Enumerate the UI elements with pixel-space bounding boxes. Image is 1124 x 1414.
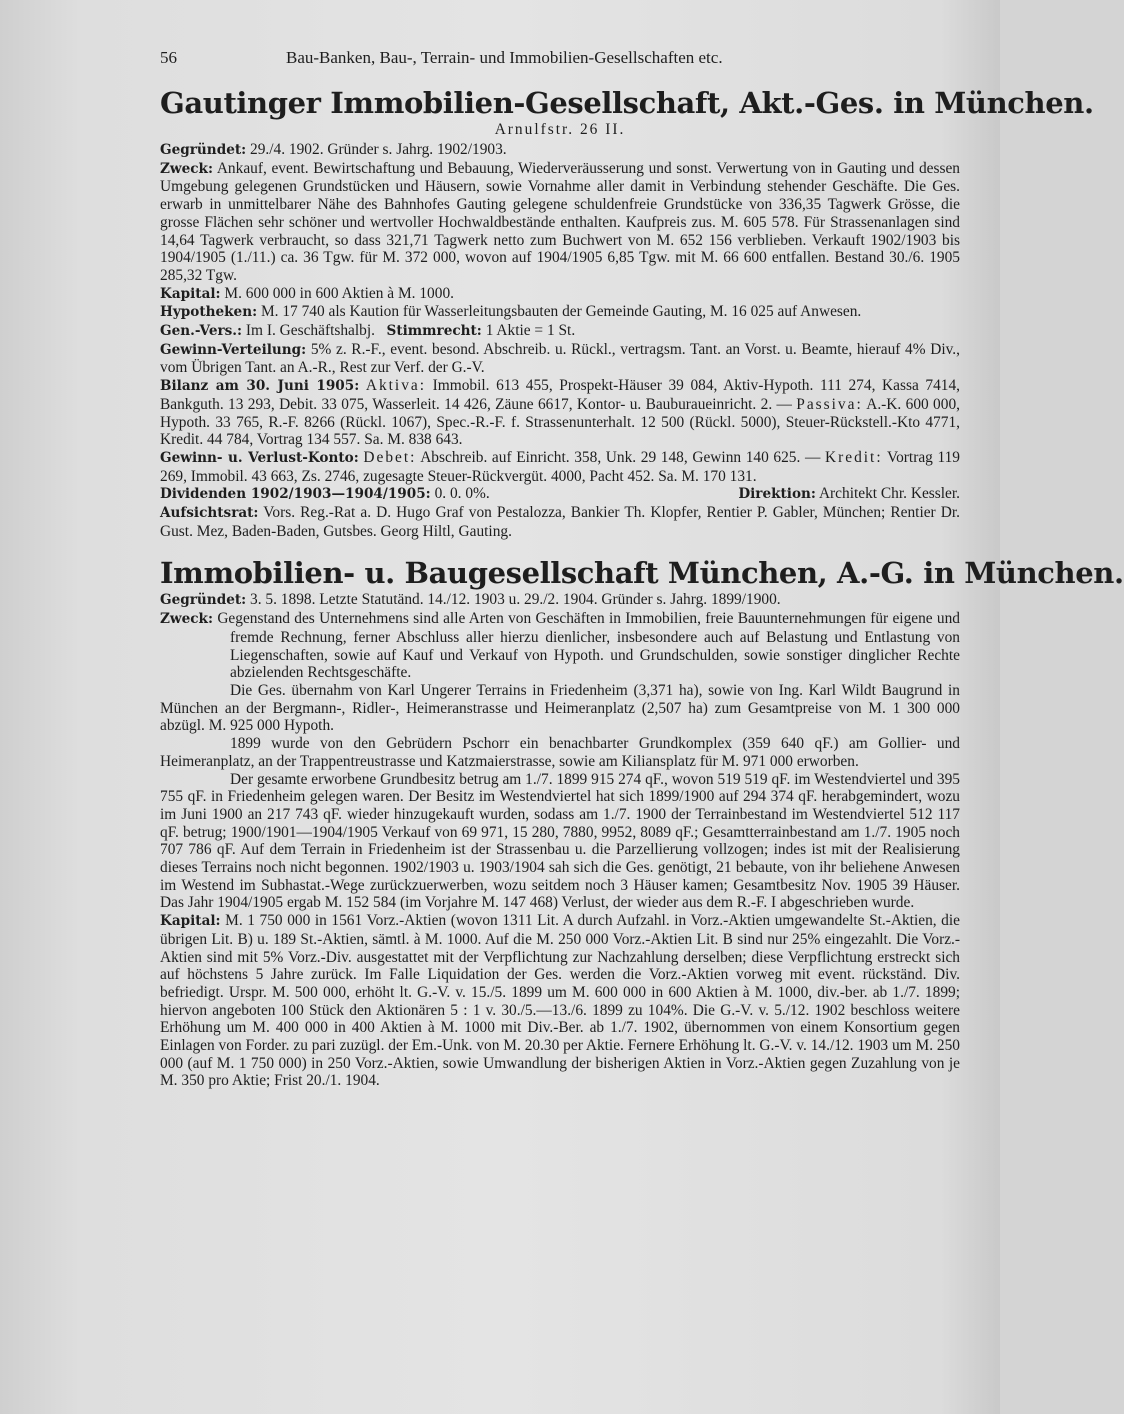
entry2-para3: Der gesamte erworbene Grundbesitz betrug am 1./7. 1899 915 274 qF., wovon 519 519 qF. im Westendviertel und 395 755 qF. in Friedenheim gelegen waren. Der Besitz im Westendviertel hat sich 1899/1900 auf 294 374 qF. herabgemindert, wozu im Juni 1900 an 217 743 qF. wieder hinzugekauft wurden, sodass am 1./7. 1900 der Terrainbestand im Westendviertel 512 117 qF. betrug; 1900/1901—1904/1905 Verkauf von 69 971, 15 280, 7880, 9952, 8089 qF.; Gesamtterrainbestand am 1./7. 1905 noch 707 786 qF. Auf dem Terrain in Friedenheim ist der Strassenbau u. die Parzellierung vollzogen; indes ist mit der Realisierung dieses Terrains noch nicht begonnen. 1902/1903 u. 1903/1904 sah sich die Ges. genötigt, 21 bebaute, von ihr beliehene Anwesen im Westend im Subhastat.-Wege zurückzuerwerben, wozu seitdem noch 3 Häuser kamen; Gesamtbesitz Nov. 1905 39 Häuser. Das Jahr 1904/1905 ergab M. 152 584 (im Vorjahre M. 147 468) Verlust, der wieder aus dem R.-F. I abgeschrieben wurde. [160, 770, 960, 912]
entry1-board [160, 504, 960, 540]
entry1-mortgages-label: Hypotheken: [160, 304, 258, 321]
entry1-profit-label: Gewinn-Verteilung: [160, 341, 307, 358]
entry1-div-dir [160, 485, 960, 504]
entry2-capital [160, 912, 960, 1090]
entry1-purpose [160, 160, 960, 285]
entry1-profit [160, 341, 960, 377]
entry2-title: Immobilien- u. Baugesellschaft München, A.-G. in München. [160, 556, 1124, 591]
entry1-gv-text: Im I. Geschäftshalbj. [245, 322, 375, 340]
entry1-capital-label: Kapital: [160, 285, 221, 302]
entry1-pl [160, 449, 960, 485]
entry1-title: Gautinger Immobilien-Gesellschaft, Akt.-Ges. in München. [160, 86, 1094, 120]
entry1-purpose-text: Ankauf, event. Bewirtschaftung und Bebauung, Wiederveräusserung und sonst. Verwertung von in Gauting und dessen Umgebung gelegenen Grundstücken und Häusern, sowie Vornahme aller damit in Verbindung stehender Geschäfte. Die Ges. erwarb in unmittelbarer Nähe des Bahnhofes Gauting gelegene schuldenfreie Grundstücke von 336,35 Tagwerk Grösse, die grosse Flächen sehr schöner und wertvoller Hochwaldbestände enthalten. Kaufpreis zus. M. 605 578. Für Strassenanlagen sind 14,64 Tagwerk verbraucht, so dass 321,71 Tagwerk netto zum Buchwert von M. 652 156 verblieben. Verkauft 1902/1903 bis 1904/1905 (1./11.) ca. 36 Tgw. für M. 372 000, wovon auf 1904/1905 6,85 Tgw. mit M. 66 600 entfallen. Bestand 30./6. 1905 285,32 Tgw. [160, 159, 960, 284]
entry1-pl-label: Gewinn- u. Verlust-Konto: [160, 449, 359, 466]
entry1-profit-text: 5% z. R.-F., event. besond. Abschreib. u. Rückl., vertragsm. Tant. an Vorst. u. Beamte, hierauf 4% Div., vom Übrigen Tant. an A.-R., Rest zur Verf. der G.-V. [160, 340, 960, 377]
entry1-debit-word: Debet: [363, 448, 417, 466]
section-title: Bau-Banken, Bau-, Terrain- und Immobilien-Gesellschaften etc. [286, 48, 723, 67]
entry2-capital-label: Kapital: [160, 913, 221, 930]
entry1-capital [160, 285, 960, 304]
entry1-purpose-label: Zweck: [160, 160, 213, 177]
entry1-assets-word: Aktiva: [365, 377, 427, 395]
entry1-credit-text: Vortrag 119 269, Immobil. 43 663, Zs. 2746, zugesagte Steuer-Rückvergüt. 4000, Pacht 452. Sa. M. 170 131. [160, 448, 961, 485]
entry1-founded-label: Gegründet: [160, 142, 247, 158]
entry2-capital-text: M. 1 750 000 in 1561 Vorz.-Aktien (wovon 1311 Lit. A durch Aufzahl. in Vorz.-Aktien umgewandelte St.-Aktien, die übrigen Lit. B) u. 189 St.-Aktien, sämtl. à M. 1000. Auf die M. 250 000 Vorz.-Aktien Lit. B sind nur 25% eingezahlt. Die Vorz.-Aktien sind mit 5% Vorz.-Div. ausgestattet mit der Verpflichtung zur Nachzahlung derselben; diese Verpflichtung erstreckt sich auf höchstens 5 Jahre zurück. Im Falle Liquidation der Ges. werden die Vorz.-Aktien vorweg mit event. rückständ. Div. befriedigt. Urspr. M. 500 000, erhöht lt. G.-V. v. 15./5. 1899 um M. 600 000 in 600 Aktien à M. 1000, div.-ber. ab 1./7. 1899; hiervon angeboten 100 Stück den Aktionären 5 : 1 v. 30./5.—13./6. 1899 zu 104%. Die G.-V. v. 5./12. 1902 beschloss weitere Erhöhung um M. 400 000 in 400 Aktien à M. 1000 mit Div.-Ber. ab 1./7. 1902, übernommen von einem Konsortium gegen Einlagen von Forder. zu pari zuzügl. der Em.-Unk. von M. 20.30 per Aktie. Fernere Erhöhung lt. G.-V. v. 14./12. 1903 um M. 250 000 (auf M. 1 750 000) in 250 Vorz.-Aktien, sowie Umwandlung der bisherigen Aktien in Vorz.-Aktien gegen Zuzahlung von je M. 350 pro Aktie; Frist 20./1. 1904. [160, 912, 960, 1090]
entry1-capital-text: M. 600 000 in 600 Aktien à M. 1000. [224, 284, 454, 302]
entry1-gv-vote [160, 322, 960, 341]
entry1-founded-text: 29./4. 1902. Gründer s. Jahrg. 1902/1903. [250, 141, 507, 158]
page-number: 56 [160, 48, 177, 67]
entry1-address: Arnulfstr. 26 II. [494, 121, 626, 138]
entry1-vote-text: 1 Aktie = 1 St. [485, 322, 576, 340]
entry2-founded [160, 591, 960, 610]
entry1-vote-label: Stimmrecht: [386, 323, 482, 340]
entry1-dir-label: Direktion: [738, 486, 816, 503]
entry2-founded-label: Gegründet: [160, 592, 247, 609]
entry1-balance [160, 377, 960, 449]
entry1-mortgages [160, 303, 960, 322]
entry1-balance-label: Bilanz am 30. Juni 1905: [160, 378, 360, 395]
entry1-mortgages-text: M. 17 740 als Kaution für Wasserleitungsbauten der Gemeinde Gauting, M. 16 025 auf Anwesen. [260, 303, 862, 321]
entry1-direction [738, 485, 960, 504]
entry1-board-text: Vors. Reg.-Rat a. D. Hugo Graf von Pestalozza, Bankier Th. Klopfer, Rentier P. Gabler, München; Rentier Dr. Gust. Mez, Baden-Baden, Gutsbes. Georg Hiltl, Gauting. [160, 504, 960, 540]
entry2-para2: 1899 wurde von den Gebrüdern Pschorr ein benachbarter Grundkomplex (359 640 qF.) am Gollier- und Heimeranplatz, an der Trappentreustrasse und Katzmaierstrasse, sowie am Kiliansplatz für M. 971 000 erworben. [160, 735, 960, 770]
entry2-purpose-text: Gegenstand des Unternehmens sind alle Arten von Geschäften in Immobilien, freie Bauunternehmungen für eigene und fremde Rechnung, ferner Abschluss aller hierzu dienlicher, insbesondere auch auf Belastung und Entlastung von Liegenschaften, sowie auf Kauf und Verkauf von Hypoth. und Grundschulden, sowie sonstiger dinglicher Rechte abzielenden Rechtsgeschäfte. [217, 610, 961, 682]
entry1-board-label: Aufsichtsrat: [160, 505, 259, 522]
entry2-founded-text: 3. 5. 1898. Letzte Statutänd. 14./12. 1903 u. 29./2. 1904. Gründer s. Jahrg. 1899/1900. [250, 591, 781, 609]
entry2-purpose-label: Zweck: [160, 611, 213, 628]
entry2-purpose [160, 610, 960, 682]
entry1-credit-word: Kredit: [825, 448, 883, 466]
entry1-gv-label: Gen.-Vers.: [160, 323, 243, 340]
entry2-para1: Die Ges. übernahm von Karl Ungerer Terrains in Friedenheim (3,371 ha), sowie von Ing. Karl Wildt Baugrund in München an der Bergmann-, Ridler-, Heimeranstrasse und Heimeranplatz (2,507 ha) zum Gesamtpreise von M. 1 300 000 abzügl. M. 925 000 Hypoth. [160, 681, 960, 735]
entry1-liab-word: Passiva: [796, 395, 863, 413]
entry1-assets-text: Immobil. 613 455, Prospekt-Häuser 39 084, Aktiv-Hypoth. 111 274, Kassa 7414, Bankguth. 13 293, Debit. 33 075, Wasserleit. 14 426, Zäune 6617, Kontor- u. Bauburaueinricht. 2. — [160, 377, 961, 413]
text-column [160, 86, 1124, 1090]
entry1-dir-text: Architekt Chr. Kessler. [818, 485, 960, 503]
entry1-liab-text: A.-K. 600 000, Hypoth. 33 765, R.-F. 8266 (Rückl. 1067), Spec.-R.-F. f. Strassenunterhalt. 12 500 (Rückl. 5000), Steuer-Rückstell.-Kto 4771, Kredit. 44 784, Vortrag 134 557. Sa. M. 838 643. [160, 395, 960, 449]
entry1-founded [160, 141, 960, 160]
entry1-debit-text: Abschreib. auf Einricht. 358, Unk. 29 148, Gewinn 140 625. — [420, 448, 821, 466]
entry1-div-label: Dividenden 1902/1903—1904/1905: [160, 486, 431, 503]
entry1-div-text: 0. 0. 0%. [434, 485, 490, 503]
